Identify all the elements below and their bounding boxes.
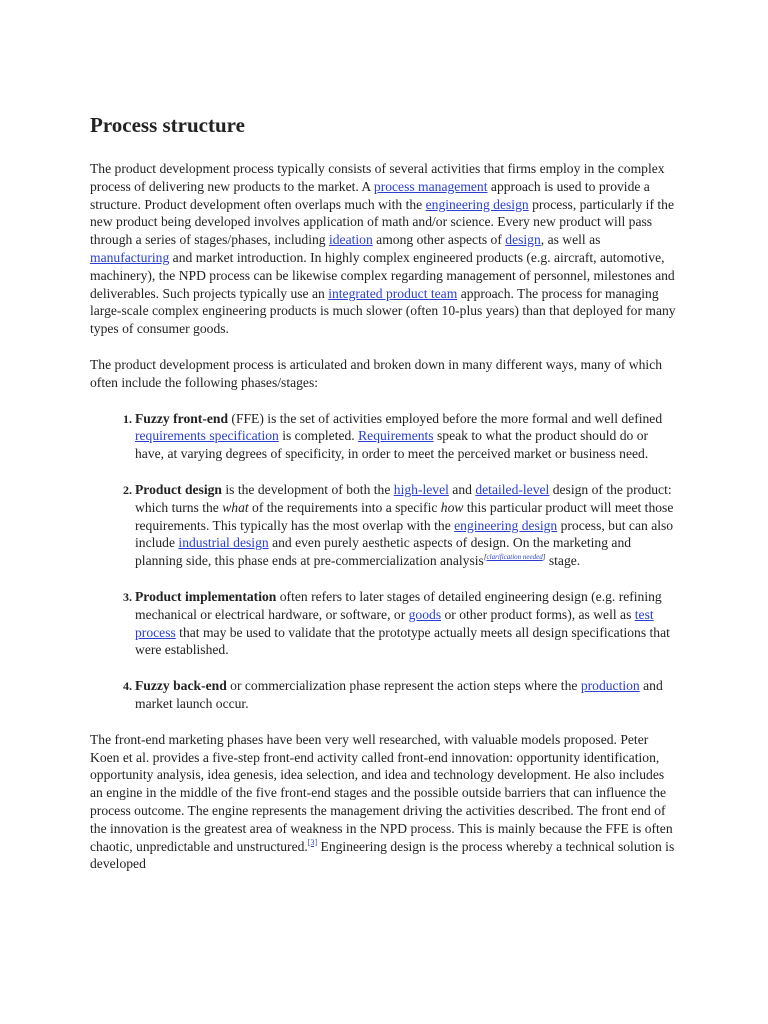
term-fuzzy-front-end: Fuzzy front-end <box>135 410 229 426</box>
link-engineering-design[interactable]: engineering design <box>425 196 529 212</box>
list-item: 4. Fuzzy back-end or commercialization phase represent the action steps where the production and market launch occur. <box>135 677 680 713</box>
reference-3 <box>308 838 317 847</box>
link-manufacturing[interactable]: manufacturing <box>90 249 170 265</box>
term-fuzzy-back-end: Fuzzy back-end <box>135 678 227 694</box>
term-product-implementation: Product implementation <box>135 588 277 604</box>
front-end-paragraph: The front-end marketing phases have been very well researched, with valuable models proposed. Peter Koen et al. provides a five-step front-end activity called front-end innovation: opportunity identification, opportunity analysis, idea genesis, idea selection, and idea and technology development. He also includes an engine in the middle of the five front-end stages and the possible outside barriers that can influence the process outcome. The engine represents the management driving the activities described. The front end of the innovation is the greatest area of weakness in the NPD process. This is mainly because the FFE is often chaotic, unpredictable and unstructured.[3] Engineering design is the process whereby a technical solution is developed <box>90 731 675 872</box>
link-production[interactable]: production <box>580 678 640 694</box>
link-detailed-level[interactable]: detailed-level <box>475 481 550 497</box>
link-goods[interactable]: goods <box>408 606 442 622</box>
section-heading: Process structure <box>90 113 245 137</box>
link-high-level[interactable]: high-level <box>393 481 449 497</box>
link-requirements[interactable]: Requirements <box>358 428 434 444</box>
link-design[interactable]: design <box>505 232 541 248</box>
list-item: 2. Product design is the development of both the high-level and detailed-level design of the product: which turns the what of the requirements into a specific how this particular product will meet those requirements. This typically has the most overlap with the engineering design process, but can also include industrial design and even purely aesthetic aspects of design. On the marketing and planning side, this phase ends at pre-commercialization analysis[clarification needed] stage. <box>135 481 680 570</box>
intro-paragraph: The product development process typically consists of several activities that firms employ in the complex process of delivering new products to the market. A process management approach is used to provide a structure. Product development often overlaps much with the engineering design process, particularly if the new product being developed involves application of math and/or science. Every new product will pass through a series of stages/phases, including ideation among other aspects of design, as well as manufacturing and market introduction. In highly complex engineered products (e.g. aircraft, automotive, machinery), the NPD process can be likewise complex regarding management of personnel, milestones and deliverables. Such projects typically use an integrated product team approach. The process for managing large-scale complex engineering products is much slower (often 10-plus years) than that deployed for many types of consumer goods. <box>90 161 676 337</box>
term-product-design: Product design <box>135 481 222 497</box>
phases-list <box>90 410 680 713</box>
phases-intro-paragraph: The product development process is articulated and broken down in many different ways, many of which often include the following phases/stages: <box>90 356 663 390</box>
link-industrial-design[interactable]: industrial design <box>178 535 269 551</box>
link-clarification-needed[interactable]: clarification needed <box>486 553 543 562</box>
link-test-process[interactable]: test process <box>135 606 654 640</box>
link-engineering-design-2[interactable]: engineering design <box>454 517 558 533</box>
link-reference-3[interactable]: [3] <box>307 837 318 847</box>
list-item: 3. Product implementation often refers to later stages of detailed engineering design (e.g. refining mechanical or electrical hardware, or software, or goods or other product forms), as well as test process that may be used to validate that the prototype actually meets all design specifications that were established. <box>135 588 680 659</box>
list-item: 1. Fuzzy front-end (FFE) is the set of activities employed before the more formal and well defined requirements specification is completed. Requirements speak to what the product should do or have, at varying degrees of specificity, in order to meet the perceived market or business need. <box>135 410 680 463</box>
link-ideation[interactable]: ideation <box>328 232 373 248</box>
article-section <box>90 112 680 891</box>
link-integrated-product-team[interactable]: integrated product team <box>328 285 458 301</box>
link-requirements-specification[interactable]: requirements specification <box>135 428 279 444</box>
clarification-needed-note: [clarification needed] <box>483 553 546 562</box>
link-process-management[interactable]: process management <box>373 178 488 194</box>
